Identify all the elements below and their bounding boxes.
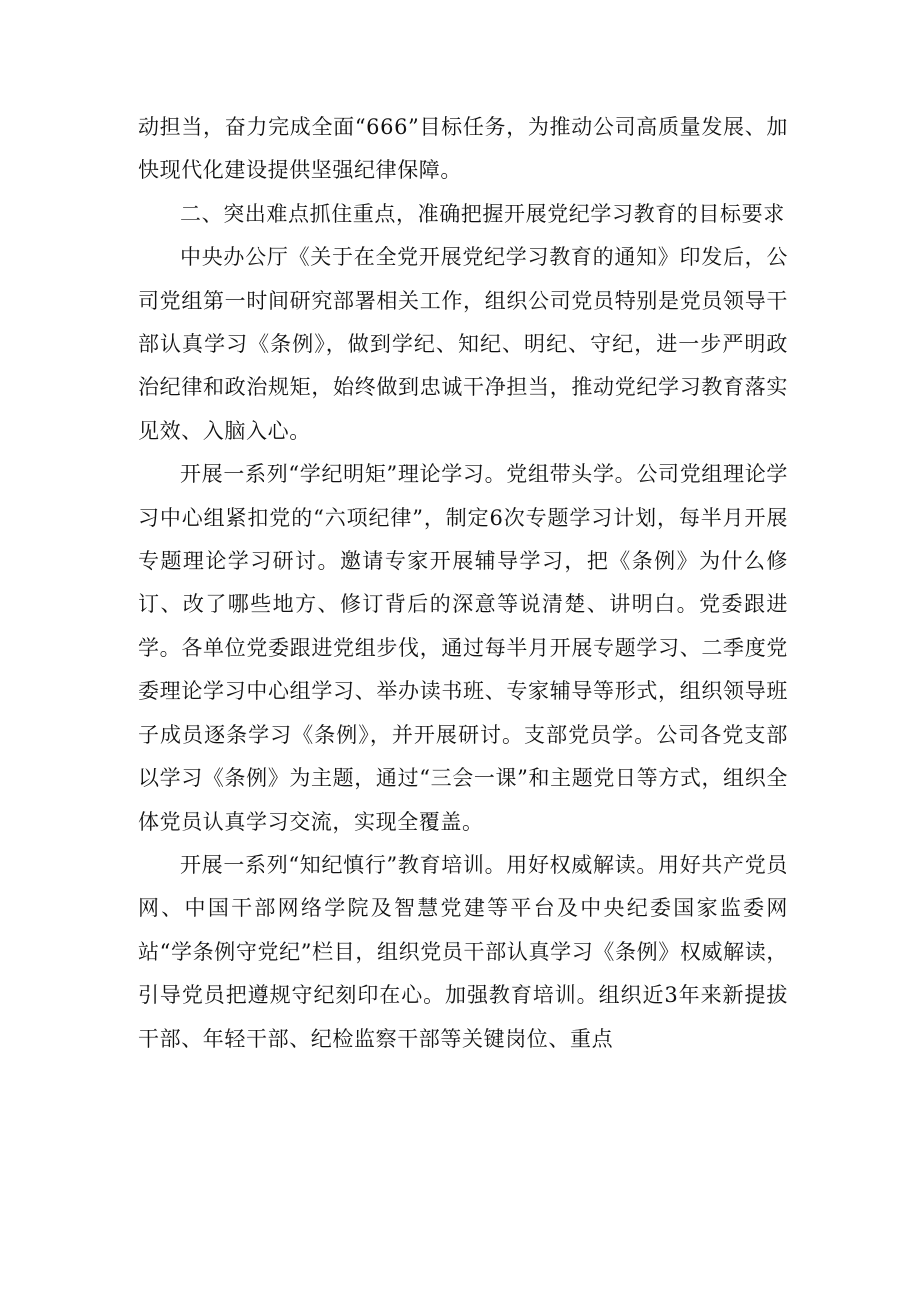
document-body bbox=[138, 106, 788, 1061]
paragraph-theory-study: 开展一系列“学纪明矩”理论学习。党组带头学。公司党组理论学习中心组紧扣党的“六项纪律”，制定6次专题学习计划，每半月开展专题理论学习研讨。邀请专家开展辅导学习，把《条例》为什么修订、改了哪些地方、修订背后的深意等说清楚、讲明白。党委跟进学。各单位党委跟进党组步伐，通过每半月开展专题学习、二季度党委理论学习中心组学习、举办读书班、专家辅导等形式，组织领导班子成员逐条学习《条例》，并开展研讨。支部党员学。公司各党支部以学习《条例》为主题，通过“三会一课”和主题党日等方式，组织全体党员认真学习交流，实现全覆盖。 bbox=[138, 462, 788, 834]
section-heading-2: 二、突出难点抓住重点，准确把握开展党纪学习教育的目标要求 bbox=[180, 201, 785, 226]
paragraph-education-training: 开展一系列“知纪慎行”教育培训。用好权威解读。用好共产党员网、中国干部网络学院及智慧党建等平台及中央纪委国家监委网站“学条例守党纪”栏目，组织党员干部认真学习《条例》权威解读，引导党员把遵规守纪刻印在心。加强教育培训。组织近3年来新提拔干部、年轻干部、纪检监察干部等关键岗位、重点 bbox=[138, 852, 788, 1051]
paragraph-notice: 中央办公厅《关于在全党开展党纪学习教育的通知》印发后，公司党组第一时间研究部署相关工作，组织公司党员特别是党员领导干部认真学习《条例》，做到学纪、知纪、明纪、守纪，进一步严明政治纪律和政治规矩，始终做到忠诚干净担当，推动党纪学习教育落实见效、入脑入心。 bbox=[138, 245, 788, 443]
paragraph-continuation: 动担当，奋力完成全面“666”目标任务，为推动公司高质量发展、加快现代化建设提供坚强纪律保障。 bbox=[138, 115, 788, 183]
